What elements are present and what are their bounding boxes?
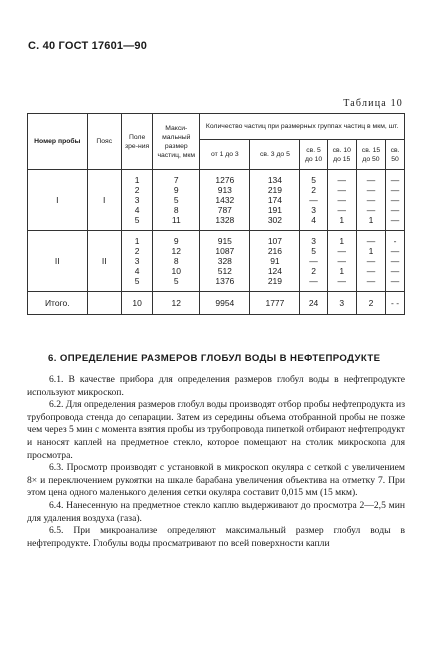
range-cell: 3 5 — 2 — — [300, 231, 327, 292]
max-cell: 9 12 8 10 5 — [153, 231, 200, 292]
total-range: 3 — [327, 292, 356, 315]
range-cell: 1 — — 1 — — [327, 231, 356, 292]
field-cell: 1 2 3 4 5 — [121, 231, 152, 292]
range-cell: — — — — — — [386, 170, 405, 231]
total-row — [28, 292, 405, 315]
col-belt-header: Пояс — [87, 114, 121, 170]
paragraph: 6.2. Для определения размеров глобул воды производят отбор пробы нефтепродукта из трубопровода стенда до сепарации. Затем из середины объема отобранной пробы не позже чем через 5 мин с момента взятия пробы из трубопровода пипеткой отбирают нефтепродукт и наносят каплей на предметное стекло, которое помещают на столик микроскопа для просмотра. — [27, 399, 405, 461]
range-header: от 1 до 3 — [200, 140, 250, 170]
belt-cell: I — [87, 170, 121, 231]
total-range: 2 — [356, 292, 385, 315]
sample-cell: II — [28, 231, 88, 292]
range-header: св. 3 до 5 — [250, 140, 300, 170]
page-header: С. 40 ГОСТ 17601—90 — [28, 40, 148, 52]
particle-table — [27, 113, 405, 315]
range-cell: 1276 913 1432 787 1328 — [200, 170, 250, 231]
body-text — [27, 374, 405, 550]
total-range: - - — [386, 292, 405, 315]
paragraph: 6.4. Нанесенную на предметное стекло каплю выдерживают до просмотра 2—2,5 мин для удаления воздуха (газа). — [27, 499, 405, 524]
total-max: 12 — [153, 292, 200, 315]
range-header: св. 10 до 15 — [327, 140, 356, 170]
total-field: 10 — [121, 292, 152, 315]
table-row — [28, 231, 405, 292]
total-belt-cell — [87, 292, 121, 315]
col-count-group-header: Количество частиц при размерных группах частиц в мкм, шт. — [200, 114, 405, 140]
range-cell: 107 216 91 124 219 — [250, 231, 300, 292]
total-range: 24 — [300, 292, 327, 315]
table-caption: Таблица 10 — [343, 98, 403, 109]
col-sample-header: Номер пробы — [28, 114, 88, 170]
total-range: 9954 — [200, 292, 250, 315]
range-header: св. 15 до 50 — [356, 140, 385, 170]
table-row — [28, 170, 405, 231]
range-cell: 5 2 — 3 4 — [300, 170, 327, 231]
total-range: 1777 — [250, 292, 300, 315]
field-cell: 1 2 3 4 5 — [121, 170, 152, 231]
range-cell: 915 1087 328 512 1376 — [200, 231, 250, 292]
paragraph: 6.1. В качестве прибора для определения размеров глобул воды в нефтепродукте используют микроскоп. — [27, 374, 405, 398]
range-cell: - — — — — — [386, 231, 405, 292]
col-field-header: Поле зре-ния — [121, 114, 152, 170]
max-cell: 7 9 5 8 11 — [153, 170, 200, 231]
range-cell: — 1 — — — — [356, 231, 385, 292]
range-header: св. 5 до 10 — [300, 140, 327, 170]
sample-cell: I — [28, 170, 88, 231]
range-cell: — — — — 1 — [327, 170, 356, 231]
section-title: 6. ОПРЕДЕЛЕНИЕ РАЗМЕРОВ ГЛОБУЛ ВОДЫ В НЕФТЕПРОДУКТЕ — [48, 353, 381, 364]
range-cell: — — — — 1 — [356, 170, 385, 231]
paragraph: 6.3. Просмотр производят с установкой в микроскоп окуляра с сеткой с увеличением 8× и переключением рукоятки на шкале барабана увеличения объектива на отметку 7. При этом цена одного маленького деления сетки окуляра составит 0,015 мм (15 мкм). — [27, 462, 405, 499]
range-header: св. 50 — [386, 140, 405, 170]
paragraph: 6.5. При микроанализе определяют максимальный размер глобул воды в нефтепродукте. Глобулы воды просматривают по всей поверхности капли — [27, 525, 405, 549]
range-cell: 134 219 174 191 302 — [250, 170, 300, 231]
belt-cell: II — [87, 231, 121, 292]
col-max-header: Макси-мальный размер частиц, мкм — [153, 114, 200, 170]
total-label: Итого. — [28, 292, 88, 315]
